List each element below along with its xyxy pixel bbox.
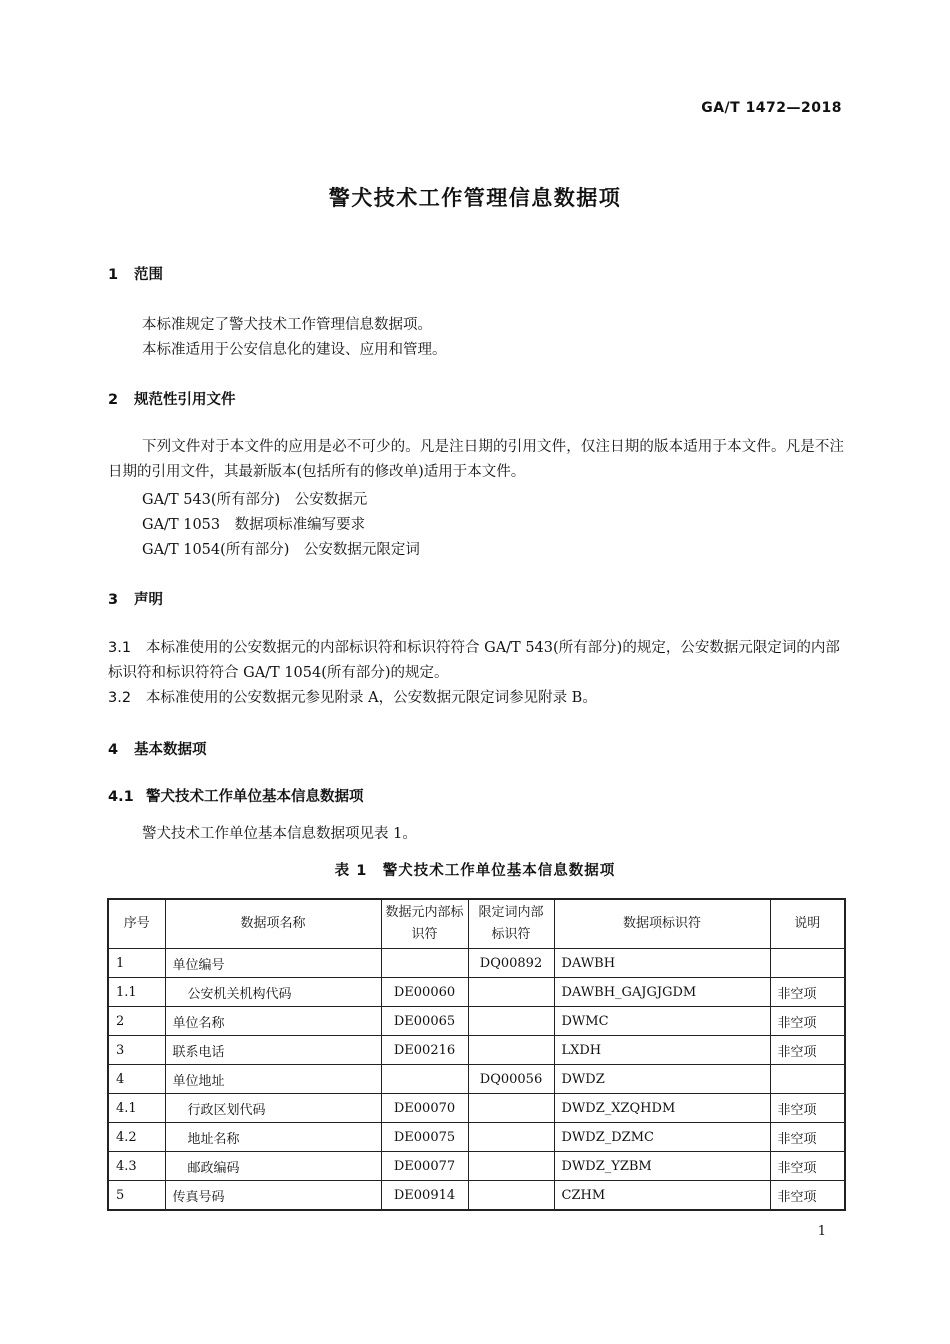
cell-note xyxy=(770,1065,845,1094)
cell-item-id: CZHM xyxy=(554,1181,770,1211)
clause-text: 本标准使用的公安数据元参见附录 A，公安数据元限定词参见附录 B。 xyxy=(146,690,597,706)
cell-seq: 4.1 xyxy=(108,1094,165,1123)
cell-item-id: DWMC xyxy=(554,1007,770,1036)
section-title: 规范性引用文件 xyxy=(134,392,236,408)
cell-element-id: DE00914 xyxy=(381,1181,468,1211)
table-row xyxy=(108,1065,845,1094)
cell-item-id: DAWBH_GAJGJGDM xyxy=(554,978,770,1007)
col-header-element-id: 数据元内部标识符 xyxy=(381,899,468,949)
table-row xyxy=(108,1036,845,1065)
cell-qualifier-id xyxy=(468,978,554,1007)
cell-qualifier-id xyxy=(468,1123,554,1152)
table-caption: 表 1 警犬技术工作单位基本信息数据项 xyxy=(334,863,616,879)
cell-seq: 1.1 xyxy=(108,978,165,1007)
table-header-row xyxy=(108,899,845,949)
cell-seq: 2 xyxy=(108,1007,165,1036)
table-row xyxy=(108,1152,845,1181)
cell-element-id: DE00075 xyxy=(381,1123,468,1152)
cell-name: 单位地址 xyxy=(165,1065,381,1094)
table-reference-text: 警犬技术工作单位基本信息数据项见表 1。 xyxy=(142,826,417,842)
scope-paragraph-2: 本标准适用于公安信息化的建设、应用和管理。 xyxy=(142,342,447,358)
section-4-heading xyxy=(108,738,207,759)
cell-element-id: DE00070 xyxy=(381,1094,468,1123)
section-number: 4 xyxy=(108,742,119,758)
cell-qualifier-id xyxy=(468,1007,554,1036)
section-title: 声明 xyxy=(134,592,163,608)
cell-qualifier-id xyxy=(468,1181,554,1211)
cell-element-id: DE00065 xyxy=(381,1007,468,1036)
references-intro: 下列文件对于本文件的应用是必不可少的。凡是注日期的引用文件，仅注日期的版本适用于本文件。凡是不注日期的引用文件，其最新版本(包括所有的修改单)适用于本文件。 xyxy=(108,439,844,480)
cell-item-id: DWDZ_DZMC xyxy=(554,1123,770,1152)
cell-qualifier-id: DQ00056 xyxy=(468,1065,554,1094)
cell-name: 单位名称 xyxy=(165,1007,381,1036)
section-1-heading xyxy=(108,263,163,284)
section-number: 2 xyxy=(108,392,119,408)
cell-note: 非空项 xyxy=(770,978,845,1007)
cell-item-id: LXDH xyxy=(554,1036,770,1065)
cell-element-id: DE00060 xyxy=(381,978,468,1007)
section-title: 基本数据项 xyxy=(134,742,207,758)
section-number: 3 xyxy=(108,592,119,608)
cell-seq: 4.2 xyxy=(108,1123,165,1152)
table-row xyxy=(108,1123,845,1152)
cell-seq: 4 xyxy=(108,1065,165,1094)
cell-name: 公安机关机构代码 xyxy=(165,978,381,1007)
cell-element-id: DE00216 xyxy=(381,1036,468,1065)
cell-name: 行政区划代码 xyxy=(165,1094,381,1123)
cell-item-id: DWDZ_XZQHDM xyxy=(554,1094,770,1123)
section-title: 范围 xyxy=(134,267,163,283)
table-row xyxy=(108,1094,845,1123)
cell-note: 非空项 xyxy=(770,1152,845,1181)
cell-item-id: DAWBH xyxy=(554,949,770,978)
cell-element-id xyxy=(381,1065,468,1094)
col-header-item-id: 数据项标识符 xyxy=(554,899,770,949)
cell-note: 非空项 xyxy=(770,1007,845,1036)
cell-note: 非空项 xyxy=(770,1123,845,1152)
scope-paragraph-1: 本标准规定了警犬技术工作管理信息数据项。 xyxy=(142,317,432,333)
cell-name: 传真号码 xyxy=(165,1181,381,1211)
cell-note xyxy=(770,949,845,978)
subsection-number: 4.1 xyxy=(108,789,134,805)
col-header-name: 数据项名称 xyxy=(165,899,381,949)
page-title: 警犬技术工作管理信息数据项 xyxy=(328,186,622,210)
subsection-4-1-heading xyxy=(108,785,364,806)
clause-number: 3.1 xyxy=(108,640,132,656)
table-row xyxy=(108,1007,845,1036)
cell-seq: 5 xyxy=(108,1181,165,1211)
cell-seq: 3 xyxy=(108,1036,165,1065)
cell-qualifier-id xyxy=(468,1094,554,1123)
cell-name: 单位编号 xyxy=(165,949,381,978)
cell-note: 非空项 xyxy=(770,1181,845,1211)
section-number: 1 xyxy=(108,267,119,283)
table-row xyxy=(108,949,845,978)
table-row xyxy=(108,978,845,1007)
cell-seq: 4.3 xyxy=(108,1152,165,1181)
cell-item-id: DWDZ xyxy=(554,1065,770,1094)
reference-item: GA/T 1053 数据项标准编写要求 xyxy=(142,517,366,533)
cell-note: 非空项 xyxy=(770,1036,845,1065)
cell-item-id: DWDZ_YZBM xyxy=(554,1152,770,1181)
cell-name: 邮政编码 xyxy=(165,1152,381,1181)
cell-element-id: DE00077 xyxy=(381,1152,468,1181)
cell-qualifier-id: DQ00892 xyxy=(468,949,554,978)
reference-item: GA/T 543(所有部分) 公安数据元 xyxy=(142,492,368,508)
section-2-heading xyxy=(108,388,236,409)
cell-name: 地址名称 xyxy=(165,1123,381,1152)
section-3-heading xyxy=(108,588,163,609)
clause-3-1 xyxy=(108,636,844,686)
cell-name: 联系电话 xyxy=(165,1036,381,1065)
cell-qualifier-id xyxy=(468,1036,554,1065)
col-header-note: 说明 xyxy=(770,899,845,949)
subsection-title: 警犬技术工作单位基本信息数据项 xyxy=(146,789,364,805)
page-number: 1 xyxy=(817,1224,826,1239)
col-header-seq: 序号 xyxy=(108,899,165,949)
table-row xyxy=(108,1181,845,1211)
cell-element-id xyxy=(381,949,468,978)
data-items-table xyxy=(107,898,846,1211)
cell-qualifier-id xyxy=(468,1152,554,1181)
clause-text: 本标准使用的公安数据元的内部标识符和标识符符合 GA/T 543(所有部分)的规定，公安数据元限定词的内部标识符和标识符符合 GA/T 1054(所有部分)的规定。 xyxy=(108,640,840,681)
clause-number: 3.2 xyxy=(108,690,132,706)
col-header-qualifier-id: 限定词内部标识符 xyxy=(468,899,554,949)
reference-item: GA/T 1054(所有部分) 公安数据元限定词 xyxy=(142,542,420,558)
cell-seq: 1 xyxy=(108,949,165,978)
clause-3-2 xyxy=(108,686,844,711)
document-id: GA/T 1472—2018 xyxy=(701,100,842,116)
cell-note: 非空项 xyxy=(770,1094,845,1123)
